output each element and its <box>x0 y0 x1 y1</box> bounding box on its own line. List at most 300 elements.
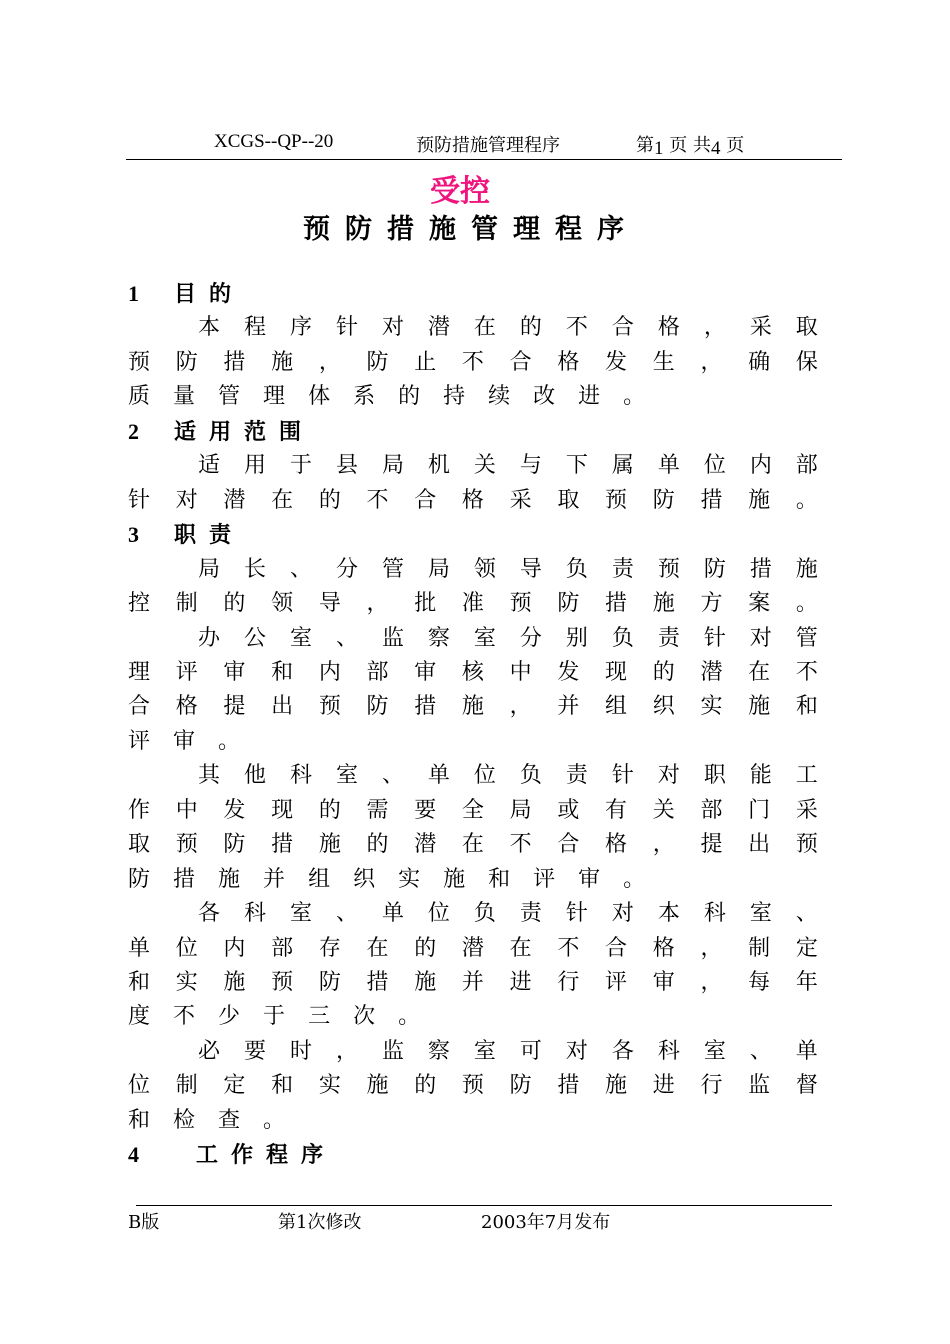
body-char: 生 <box>652 349 675 375</box>
body-char: 监 <box>748 1073 771 1099</box>
body-char: 负 <box>565 556 588 582</box>
body-text-line <box>128 828 818 862</box>
body-char: ， <box>700 970 723 995</box>
body-char: 监 <box>381 1038 404 1064</box>
body-char: 施 <box>366 1073 389 1099</box>
body-text-line <box>198 897 818 931</box>
body-char: 针 <box>611 763 634 789</box>
body-char: 实 <box>318 1073 341 1099</box>
body-char: 审 <box>652 970 675 995</box>
body-char: 科 <box>243 901 266 927</box>
body-char: 防 <box>366 694 389 720</box>
body-char: 在 <box>271 487 294 513</box>
footer-version: B版 <box>128 1212 160 1233</box>
body-char: 评 <box>533 866 556 892</box>
body-char: 、 <box>289 556 312 582</box>
body-char: 要 <box>414 797 437 823</box>
body-char: 系 <box>353 384 376 410</box>
body-char: 体 <box>308 384 331 410</box>
body-char: 合 <box>128 694 151 720</box>
body-char: ， <box>700 349 723 375</box>
body-char: 施 <box>414 970 437 995</box>
body-char: 针 <box>335 315 358 341</box>
body-char: 取 <box>128 832 151 858</box>
body-char: 制 <box>175 1073 198 1099</box>
body-char: 单 <box>381 901 404 927</box>
section-number: 2 <box>128 418 139 444</box>
body-char: 采 <box>749 315 772 341</box>
body-char: 或 <box>557 797 580 823</box>
body-char: 各 <box>198 901 221 927</box>
body-char: 室 <box>289 625 312 651</box>
body-char: 的 <box>318 487 341 513</box>
body-char: 三 <box>308 1004 331 1030</box>
body-char: 、 <box>335 901 358 927</box>
body-char: 预 <box>318 694 341 720</box>
body-char: 在 <box>473 315 496 341</box>
body-text-line <box>128 1000 818 1034</box>
body-char: 措 <box>749 556 772 582</box>
body-char: 织 <box>652 694 675 720</box>
header-page-suffix: 页 <box>726 135 745 156</box>
body-char: 措 <box>605 591 628 617</box>
body-char: 措 <box>557 1073 580 1099</box>
body-char: 的 <box>318 797 341 823</box>
body-char: 和 <box>128 970 151 995</box>
body-char: 施 <box>218 866 241 892</box>
body-char: 分 <box>519 625 542 651</box>
body-char: 负 <box>473 901 496 927</box>
body-char: 部 <box>795 453 818 479</box>
body-char: 的 <box>519 315 542 341</box>
body-text-line <box>128 346 818 380</box>
body-char: 方 <box>700 591 723 617</box>
header-page-info <box>636 131 744 157</box>
section-heading <box>128 415 314 449</box>
body-char: 其 <box>198 763 221 789</box>
body-char: 措 <box>173 866 196 892</box>
body-char: 预 <box>461 1073 484 1099</box>
body-char: 预 <box>657 556 680 582</box>
body-char: 实 <box>700 694 723 720</box>
body-char: 预 <box>605 487 628 513</box>
body-char: 改 <box>533 384 556 410</box>
body-char: ， <box>335 1038 358 1064</box>
body-char: 格 <box>657 315 680 341</box>
body-char: 格 <box>652 935 675 961</box>
section-number: 1 <box>128 281 139 306</box>
body-text-line <box>128 1069 818 1103</box>
body-char: 措 <box>366 970 389 995</box>
body-text-line <box>128 656 818 690</box>
body-char: 科 <box>289 763 312 789</box>
body-char: 对 <box>749 625 772 651</box>
body-char: 用 <box>243 453 266 479</box>
body-char: 施 <box>652 591 675 617</box>
body-char: 监 <box>381 625 404 651</box>
body-char: 位 <box>473 763 496 789</box>
body-char: 察 <box>427 1038 450 1064</box>
body-char: 发 <box>605 349 628 375</box>
body-char: 采 <box>795 797 818 823</box>
body-char: 采 <box>509 487 532 513</box>
body-char: 发 <box>223 797 246 823</box>
body-char: 不 <box>557 935 580 961</box>
body-char: 不 <box>565 315 588 341</box>
body-char: 内 <box>749 453 772 479</box>
body-char: 次 <box>353 1004 376 1030</box>
body-char: 格 <box>175 694 198 720</box>
body-char: 有 <box>605 797 628 823</box>
body-text-line <box>128 794 818 828</box>
body-char: 需 <box>366 797 389 823</box>
section-heading <box>128 518 244 552</box>
body-char: 防 <box>223 832 246 858</box>
body-char: 公 <box>243 625 266 651</box>
body-char: 属 <box>611 453 634 479</box>
body-char: 提 <box>700 832 723 858</box>
body-text-line <box>128 690 818 724</box>
body-char: 预 <box>175 832 198 858</box>
body-char: 关 <box>652 797 675 823</box>
body-char: 制 <box>175 591 198 617</box>
body-char: 控 <box>128 591 151 617</box>
body-char: 定 <box>795 935 818 961</box>
body-char: 针 <box>565 901 588 927</box>
body-char: 潜 <box>427 315 450 341</box>
body-char: 合 <box>509 349 532 375</box>
body-text-line <box>128 966 818 1000</box>
body-char: 并 <box>263 866 286 892</box>
body-char: 年 <box>795 970 818 995</box>
header-page-number: 1 <box>654 138 664 159</box>
body-char: 的 <box>414 935 437 961</box>
body-char: 全 <box>461 797 484 823</box>
body-text-line <box>198 553 818 587</box>
body-char: 理 <box>263 384 286 410</box>
body-char: 、 <box>381 763 404 789</box>
body-char: 部 <box>700 797 723 823</box>
body-text-line <box>198 449 818 483</box>
body-char: 对 <box>657 763 680 789</box>
body-char: 制 <box>748 935 771 961</box>
body-char: 确 <box>748 349 771 375</box>
body-char: 组 <box>308 866 331 892</box>
body-char: 进 <box>509 970 532 995</box>
body-char: 科 <box>703 901 726 927</box>
body-char: 预 <box>795 832 818 858</box>
body-char: 实 <box>398 866 421 892</box>
body-char: 预 <box>271 970 294 995</box>
body-char: 针 <box>128 487 151 513</box>
body-text-line <box>198 311 818 345</box>
body-text-line <box>198 622 818 656</box>
body-char: 提 <box>223 694 246 720</box>
body-text-line <box>128 932 818 966</box>
body-char: 格 <box>461 487 484 513</box>
body-char: 内 <box>318 659 341 685</box>
body-char: 室 <box>289 901 312 927</box>
body-char: 对 <box>381 315 404 341</box>
body-char: 。 <box>795 591 818 617</box>
body-char: 对 <box>565 1038 588 1064</box>
body-char: 织 <box>353 866 376 892</box>
body-char: 防 <box>128 866 151 892</box>
body-char: 的 <box>398 384 421 410</box>
body-char: 管 <box>795 625 818 651</box>
body-char: 出 <box>271 694 294 720</box>
section-number: 3 <box>128 522 139 548</box>
body-char: 施 <box>795 556 818 582</box>
body-char: 措 <box>271 832 294 858</box>
body-char: 分 <box>335 556 358 582</box>
body-char: 合 <box>414 487 437 513</box>
body-char: 现 <box>271 797 294 823</box>
body-char: 室 <box>473 625 496 651</box>
header-rule <box>126 159 842 160</box>
header-doc-title: 预防措施管理程序 <box>416 135 560 156</box>
body-text-line <box>128 1104 818 1138</box>
body-char: 潜 <box>461 935 484 961</box>
body-char: 评 <box>175 659 198 685</box>
body-char: 负 <box>611 625 634 651</box>
body-char: 施 <box>605 1073 628 1099</box>
body-char: 本 <box>198 315 221 341</box>
body-char: 单 <box>657 453 680 479</box>
body-char: ， <box>318 349 341 375</box>
body-char: 长 <box>243 556 266 582</box>
body-char: 并 <box>461 970 484 995</box>
body-char: 审 <box>414 659 437 685</box>
body-char: 负 <box>519 763 542 789</box>
body-char: 防 <box>652 487 675 513</box>
body-char: 责 <box>611 556 634 582</box>
body-char: 部 <box>366 659 389 685</box>
body-char: 组 <box>605 694 628 720</box>
body-text-line <box>198 1035 818 1069</box>
body-char: 评 <box>128 728 151 754</box>
body-char: 和 <box>128 1107 151 1133</box>
body-char: 的 <box>366 832 389 858</box>
body-char: 合 <box>611 315 634 341</box>
body-char: 县 <box>335 453 358 479</box>
body-char: 职 <box>703 763 726 789</box>
body-char: 施 <box>223 970 246 995</box>
body-char: 对 <box>175 487 198 513</box>
body-char: 。 <box>795 487 818 513</box>
body-char: 不 <box>795 659 818 685</box>
body-char: 机 <box>427 453 450 479</box>
body-char: 防 <box>366 349 389 375</box>
body-char: 案 <box>748 591 771 617</box>
body-char: 质 <box>128 384 151 410</box>
body-char: 中 <box>509 659 532 685</box>
body-char: 于 <box>289 453 312 479</box>
body-char: 在 <box>509 935 532 961</box>
body-char: 要 <box>243 1038 266 1064</box>
body-char: 格 <box>557 349 580 375</box>
body-char: 出 <box>748 832 771 858</box>
body-text-line <box>128 484 818 518</box>
body-char: 门 <box>748 797 771 823</box>
body-char: 核 <box>461 659 484 685</box>
body-char: 。 <box>263 1107 286 1133</box>
body-char: 本 <box>657 901 680 927</box>
body-text-line <box>128 725 818 759</box>
body-char: 施 <box>271 349 294 375</box>
body-char: 局 <box>381 453 404 479</box>
body-char: 防 <box>557 591 580 617</box>
section-number: 4 <box>128 1142 139 1168</box>
body-char: 查 <box>218 1107 241 1133</box>
body-char: 在 <box>461 832 484 858</box>
body-char: 可 <box>519 1038 542 1064</box>
body-char: 工 <box>795 763 818 789</box>
section-heading-text: 适用范围 <box>174 418 315 445</box>
body-char: 和 <box>271 1073 294 1099</box>
body-char: 的 <box>223 591 246 617</box>
body-char: 现 <box>605 659 628 685</box>
body-char: 预 <box>509 591 532 617</box>
section-heading-text: 目的 <box>174 281 245 307</box>
body-char: 。 <box>623 384 646 410</box>
body-text-line <box>198 759 818 793</box>
body-char: 下 <box>565 453 588 479</box>
body-char: 位 <box>427 901 450 927</box>
body-text-line <box>128 380 818 414</box>
body-char: 责 <box>657 625 680 651</box>
body-char: 进 <box>652 1073 675 1099</box>
body-char: 不 <box>366 487 389 513</box>
body-char: 检 <box>173 1107 196 1133</box>
body-char: 时 <box>289 1038 312 1064</box>
body-char: 责 <box>519 901 542 927</box>
body-char: 程 <box>243 315 266 341</box>
body-char: 防 <box>509 1073 532 1099</box>
body-char: 科 <box>657 1038 680 1064</box>
header-doc-code: XCGS--QP--20 <box>214 131 334 152</box>
body-char: 预 <box>128 349 151 375</box>
body-char: 少 <box>218 1004 241 1030</box>
body-char: 单 <box>795 1038 818 1064</box>
body-char: 措 <box>414 694 437 720</box>
body-char: 适 <box>198 453 221 479</box>
body-char: 和 <box>488 866 511 892</box>
body-char: ， <box>652 832 675 858</box>
body-char: 持 <box>443 384 466 410</box>
body-char: 办 <box>198 625 221 651</box>
body-char: 在 <box>366 935 389 961</box>
body-char: 领 <box>271 591 294 617</box>
body-char: 关 <box>473 453 496 479</box>
body-char: 取 <box>557 487 580 513</box>
body-char: 措 <box>223 349 246 375</box>
body-char: 领 <box>473 556 496 582</box>
body-char: 各 <box>611 1038 634 1064</box>
body-char: 防 <box>175 349 198 375</box>
body-char: 定 <box>223 1073 246 1099</box>
body-char: 位 <box>128 1073 151 1099</box>
body-char: 察 <box>427 625 450 651</box>
body-char: 局 <box>198 556 221 582</box>
body-char: 和 <box>271 659 294 685</box>
body-char: 取 <box>795 315 818 341</box>
body-char: 评 <box>605 970 628 995</box>
header-page-prefix: 第 <box>636 135 654 156</box>
header-page-total: 4 <box>710 138 721 159</box>
body-char: 度 <box>128 1004 151 1030</box>
body-char: 实 <box>175 970 198 995</box>
body-char: 导 <box>318 591 341 617</box>
body-char: 合 <box>557 832 580 858</box>
body-char: 局 <box>509 797 532 823</box>
body-char: 、 <box>335 625 358 651</box>
body-char: 的 <box>414 1073 437 1099</box>
body-char: 责 <box>565 763 588 789</box>
body-char: 施 <box>748 694 771 720</box>
section-heading <box>128 277 244 311</box>
section-heading <box>128 1138 336 1172</box>
body-char: 室 <box>473 1038 496 1064</box>
header-page-mid: 页 共 <box>669 135 711 156</box>
footer-revision: 第1次修改 <box>278 1212 362 1233</box>
document-title: 预防措施管理程序 <box>303 214 639 245</box>
body-char: 行 <box>700 1073 723 1099</box>
body-char: 潜 <box>700 659 723 685</box>
body-char: 位 <box>703 453 726 479</box>
body-char: 格 <box>605 832 628 858</box>
body-char: 并 <box>557 694 580 720</box>
body-char: 施 <box>461 694 484 720</box>
body-char: 、 <box>749 1038 772 1064</box>
body-char: 进 <box>578 384 601 410</box>
body-char: 发 <box>557 659 580 685</box>
body-char: 审 <box>173 728 196 754</box>
body-char: 部 <box>271 935 294 961</box>
body-char: 批 <box>414 591 437 617</box>
body-char: 审 <box>578 866 601 892</box>
body-char: 审 <box>223 659 246 685</box>
body-char: 针 <box>703 625 726 651</box>
body-char: 理 <box>128 659 151 685</box>
body-char: ， <box>366 591 389 617</box>
body-char: 存 <box>318 935 341 961</box>
body-char: 中 <box>175 797 198 823</box>
section-heading-text: 职责 <box>174 522 245 549</box>
body-char: 防 <box>703 556 726 582</box>
body-char: 必 <box>198 1038 221 1064</box>
body-char: 单 <box>427 763 450 789</box>
body-char: 室 <box>703 1038 726 1064</box>
body-text-line <box>128 587 818 621</box>
body-char: 管 <box>218 384 241 410</box>
body-char: 能 <box>749 763 772 789</box>
body-char: 防 <box>318 970 341 995</box>
body-char: 措 <box>700 487 723 513</box>
body-char: 。 <box>623 866 646 892</box>
section-heading-text: 工作程序 <box>196 1142 337 1169</box>
controlled-stamp: 受控 <box>430 174 490 209</box>
body-char: 和 <box>795 694 818 720</box>
body-char: 合 <box>605 935 628 961</box>
body-char: 不 <box>173 1004 196 1030</box>
body-char: 潜 <box>223 487 246 513</box>
body-char: 的 <box>652 659 675 685</box>
body-char: 施 <box>318 832 341 858</box>
body-char: 保 <box>795 349 818 375</box>
body-char: 导 <box>519 556 542 582</box>
body-char: 室 <box>749 901 772 927</box>
